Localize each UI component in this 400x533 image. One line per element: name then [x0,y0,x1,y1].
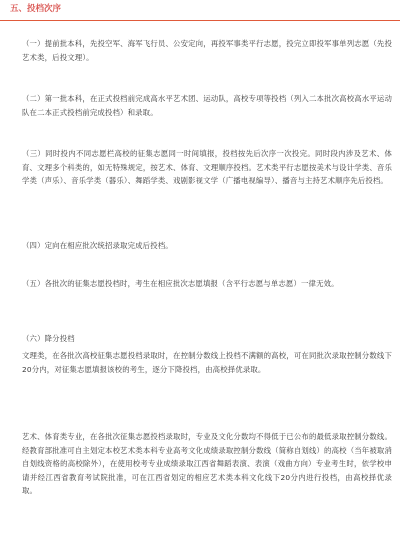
paragraph-8: 艺术、体育类专业，在各批次征集志愿投档录取时，专业及文化分数均不得低于已公布的最低录取控制分数线。经教育部批准可自主划定本校艺术类本科专业高考文化成绩录取控制分数线（简称自划线）的高校（当年被取消自划线资格的高校除外），在使用校考专业成绩录取江西省舞蹈表演、表演（戏曲方向）专业考生时，依学校申请并经江西省教育考试院批准，可在江西省划定的相应艺术类本科文化线下20分内进行投档，由高校择优录取。 [22,432,392,495]
paragraph-1: （一）提前批本科，先投空军、海军飞行员、公安定向，再投军事类平行志愿，投完立即投军事单列志愿（先投艺术类，后投文理）。 [22,39,392,62]
paragraph-5: （五）各批次的征集志愿投档时，考生在相应批次志愿填报（含平行志愿与单志愿）一律无效。 [22,279,339,288]
section-heading: 五、投档次序 [10,4,62,14]
paragraph-4: （四）定向在相应批次统招录取完成后投档。 [22,241,173,250]
paragraph-6-heading: （六）降分投档 [22,334,75,343]
paragraph-3: （三）同时投内不同志愿栏高校的征集志愿同一时间填报，投档按先后次序一次投完。同时段内涉及艺术、体育、文理多个科类的，如无特殊规定，按艺术、体育、文理顺序投档。艺术类平行志愿按美术与设计学类、音乐学类（声乐）、音乐学类（器乐）、舞蹈学类、戏剧影视文学（广播电视编导）、播音与主持艺术顺序先后投档。 [22,149,392,185]
paragraph-7: 文理类，在各批次高校征集志愿投档录取时，在控制分数线上投档不满额的高校，可在同批次录取控制分数线下20分内，对征集志愿填报该校的考生，逐分下降投档，由高校择优录取。 [22,351,392,374]
paragraph-2: （二）第一批本科，在正式投档前完成高水平艺术团、运动队，高校专项等投档（列入二本批次高校高水平运动队在二本正式投档前完成投档）和录取。 [22,94,392,117]
section-heading-bar [0,0,400,21]
